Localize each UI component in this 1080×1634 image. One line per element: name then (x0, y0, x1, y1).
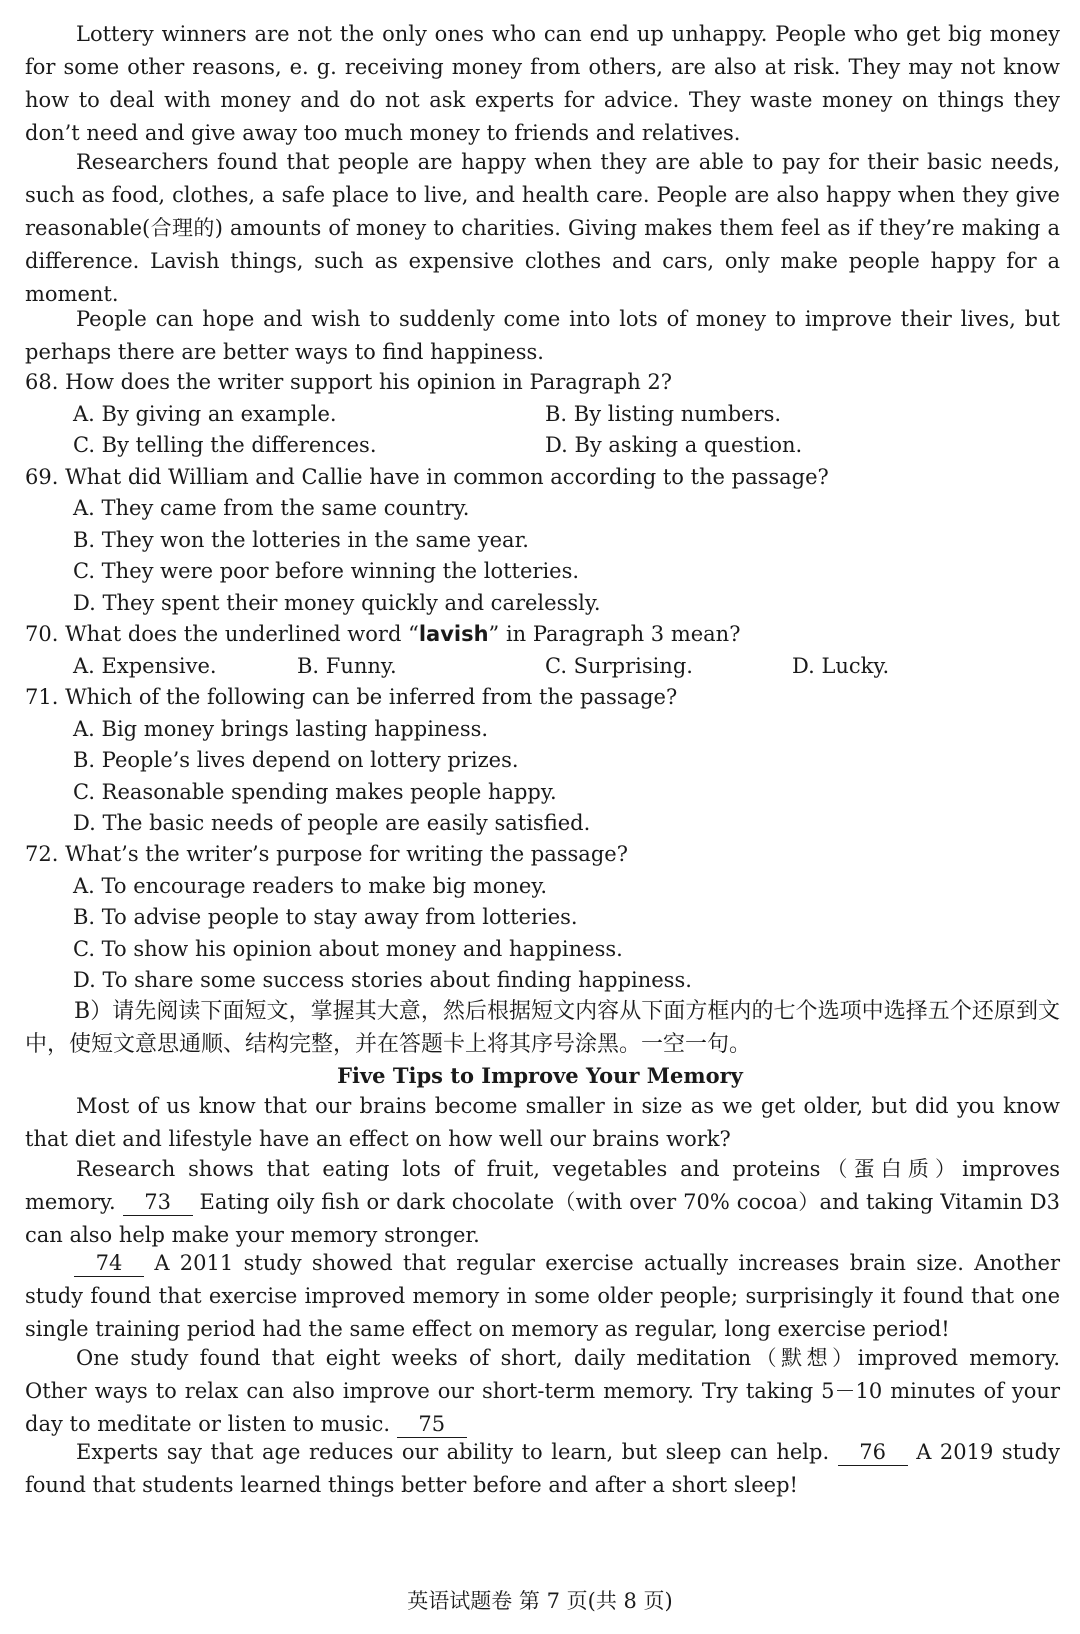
option-71-b: B. People’s lives depend on lottery prizes. (73, 748, 519, 772)
paragraph-text: Eating oily fish or dark chocolate（with over 70% cocoa）and taking Vitamin D3 can also help make your memory stronger. (25, 1190, 1060, 1247)
option-72-a: A. To encourage readers to make big money. (73, 874, 548, 898)
blank-73: 73 (123, 1189, 193, 1216)
option-68-b: B. By listing numbers. (545, 402, 782, 426)
question-69: 69. What did William and Callie have in common according to the passage? (25, 465, 829, 489)
option-72-c: C. To show his opinion about money and happiness. (73, 937, 623, 961)
paragraph-text: A 2019 study found that students learned things better before and after a short sleep! (25, 1440, 1060, 1497)
page-footer: 英语试题卷 第 7 页(共 8 页) (407, 1589, 673, 1613)
option-70-d: D. Lucky. (792, 654, 890, 678)
option-71-a: A. Big money brings lasting happiness. (73, 717, 489, 741)
option-71-d: D. The basic needs of people are easily satisfied. (73, 811, 591, 835)
option-69-d: D. They spent their money quickly and carelessly. (73, 591, 601, 615)
passage-paragraph (25, 1342, 1060, 1441)
passage-paragraph (25, 1247, 1060, 1346)
option-70-b: B. Funny. (297, 654, 397, 678)
option-68-c: C. By telling the differences. (73, 433, 377, 457)
question-71: 71. Which of the following can be inferred from the passage? (25, 685, 678, 709)
passage-paragraph: Most of us know that our brains become smaller in size as we get older, but did you know that diet and lifestyle have an effect on how well our brains work? (25, 1094, 1060, 1151)
passage-title: Five Tips to Improve Your Memory (337, 1063, 743, 1088)
question-70-stem-end: ” in Paragraph 3 mean? (488, 622, 741, 646)
option-68-d: D. By asking a question. (545, 433, 803, 457)
option-69-a: A. They came from the same country. (73, 496, 470, 520)
passage-paragraph: Lottery winners are not the only ones who can end up unhappy. People who get big money for some other reasons, e. g. receiving money from others, are also at risk. They may not know how to deal with money and do not ask experts for advice. They waste money on things they don’t need and give away too much money to friends and relatives. (25, 22, 1060, 145)
option-70-a: A. Expensive. (73, 654, 217, 678)
option-70-c: C. Surprising. (545, 654, 693, 678)
blank-74: 74 (74, 1250, 144, 1277)
option-72-d: D. To share some success stories about finding happiness. (73, 968, 692, 992)
paragraph-text: Research shows that eating lots of fruit, vegetables and proteins（蛋白质）improves memory. (25, 1157, 1060, 1214)
question-68: 68. How does the writer support his opinion in Paragraph 2? (25, 370, 673, 394)
question-70-stem-start: 70. What does the underlined word “ (25, 622, 419, 646)
blank-75: 75 (397, 1411, 467, 1438)
paragraph-text: A 2011 study showed that regular exercise actually increases brain size. Another study found that exercise improved memory in some older people; surprisingly it found that one single training period had the same effect on memory as regular, long exercise period! (25, 1251, 1060, 1341)
option-72-b: B. To advise people to stay away from lotteries. (73, 905, 578, 929)
passage-paragraph (25, 1436, 1060, 1502)
paragraph-text: One study found that eight weeks of short, daily meditation（默想）improved memory. Other ways to relax can also improve our short-term memory. Try taking 5－10 minutes of your day to meditate or listen to music. (25, 1346, 1060, 1436)
underlined-keyword: lavish (418, 622, 489, 646)
section-b-instruction: B）请先阅读下面短文，掌握其大意，然后根据短文内容从下面方框内的七个选项中选择五个还原到文中，使短文意思通顺、结构完整，并在答题卡上将其序号涂黑。一空一句。 (25, 999, 1060, 1057)
option-71-c: C. Reasonable spending makes people happy. (73, 780, 557, 804)
question-70 (25, 618, 740, 651)
option-68-a: A. By giving an example. (73, 402, 337, 426)
blank-76: 76 (838, 1439, 908, 1466)
passage-paragraph: People can hope and wish to suddenly come into lots of money to improve their lives, but perhaps there are better ways to find happiness. (25, 307, 1060, 364)
passage-paragraph (25, 1153, 1060, 1252)
passage-paragraph: Researchers found that people are happy when they are able to pay for their basic needs, such as food, clothes, a safe place to live, and health care. People are also happy when they give reasonable(合理的) amounts of money to charities. Giving makes them feel as if they’re making a difference. Lavish things, such as expensive clothes and cars, only make people happy for a moment. (25, 150, 1060, 306)
question-72: 72. What’s the writer’s purpose for writing the passage? (25, 842, 628, 866)
paragraph-text: Experts say that age reduces our ability to learn, but sleep can help. (76, 1440, 830, 1464)
option-69-c: C. They were poor before winning the lotteries. (73, 559, 580, 583)
option-69-b: B. They won the lotteries in the same year. (73, 528, 529, 552)
